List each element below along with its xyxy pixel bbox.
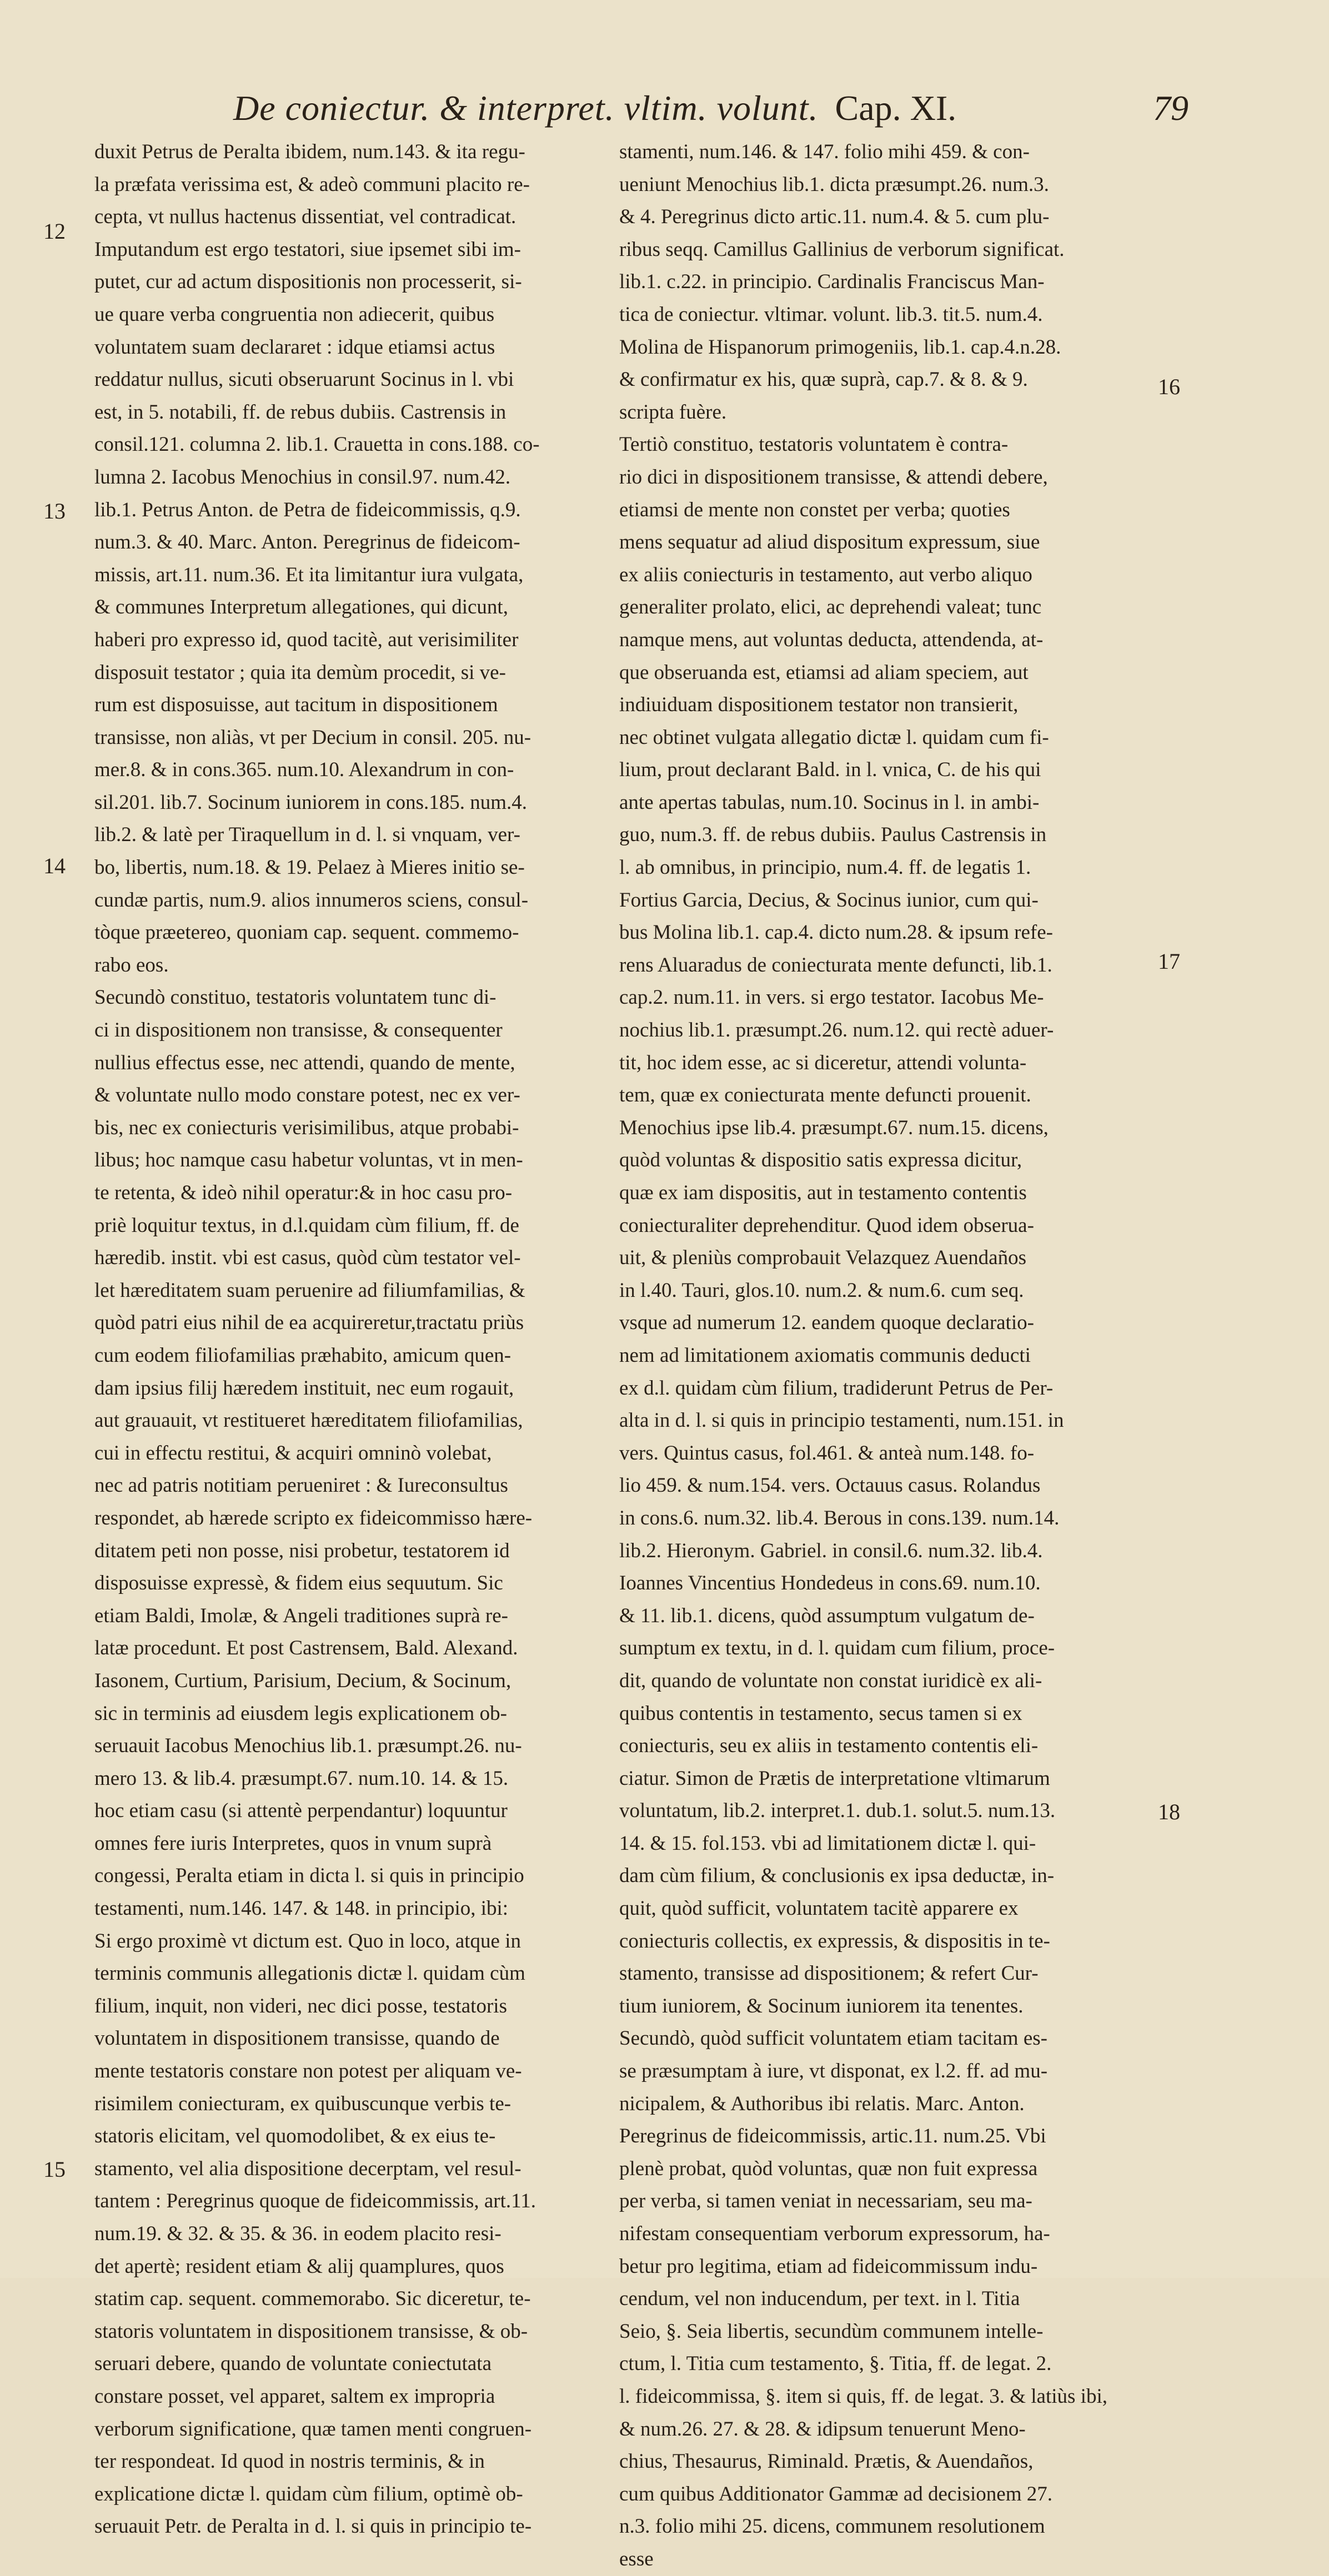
margin-number: 18 — [1158, 1799, 1180, 1824]
text-line: rio dici in dispositionem transisse, & attendi debere, — [619, 465, 1048, 489]
text-line: etiamsi de mente non constet per verba; quoties — [619, 498, 1010, 521]
margin-number: 15 — [43, 2157, 66, 2182]
text-line: lib.2. Hieronym. Gabriel. in consil.6. num.32. lib.4. — [619, 1539, 1043, 1562]
text-line: scripta fuère. — [619, 400, 727, 424]
text-line: voluntatem in dispositionem transisse, quando de — [94, 2027, 500, 2050]
text-line: nem ad limitationem axiomatis communis deducti — [619, 1344, 1031, 1367]
text-line: nullius effectus esse, nec attendi, quando de mente, — [94, 1051, 515, 1074]
text-line: risimilem coniecturam, ex quibuscunque verbis te- — [94, 2092, 511, 2115]
text-line: stamento, transisse ad dispositionem; & refert Cur- — [619, 1962, 1039, 1985]
text-line: sil.201. lib.7. Socinum iuniorem in cons.185. num.4. — [94, 791, 528, 814]
text-line: ciatur. Simon de Prætis de interpretatione vltimarum — [619, 1767, 1050, 1790]
text-line: duxit Petrus de Peralta ibidem, num.143. & ita regu- — [94, 140, 525, 163]
text-line: te retenta, & ideò nihil operatur:& in hoc casu pro- — [94, 1181, 513, 1204]
text-line: quòd voluntas & dispositio satis expressa dicitur, — [619, 1149, 1022, 1172]
text-line: dam ipsius filij hæredem instituit, nec eum rogauit, — [94, 1376, 514, 1400]
running-title: De coniectur. & interpret. vltim. volunt. — [233, 88, 819, 128]
text-line: ctum, l. Titia cum testamento, §. Titia, ff. de legat. 2. — [619, 2352, 1052, 2376]
text-line: nifestam consequentiam verborum expressorum, ha- — [619, 2222, 1050, 2245]
text-line: Peregrinus de fideicommissis, artic.11. num.25. Vbi — [619, 2125, 1046, 2148]
text-line: congessi, Peralta etiam in dicta l. si quis in principio — [94, 1864, 524, 1888]
running-header — [233, 75, 1188, 142]
text-line: ribus seqq. Camillus Gallinius de verborum significat. — [619, 238, 1065, 261]
text-line: rens Aluaradus de coniecturata mente defuncti, lib.1. — [619, 953, 1052, 977]
text-line: cap.2. num.11. in vers. si ergo testator. Iacobus Me- — [619, 986, 1044, 1009]
text-line: rabo eos. — [94, 953, 169, 977]
text-line: cui in effectu restitui, & acquiri omninò volebat, — [94, 1441, 492, 1465]
text-line: explicatione dictæ l. quidam cùm filium, optimè ob- — [94, 2482, 523, 2505]
text-line: & 4. Peregrinus dicto artic.11. num.4. & 5. cum plu- — [619, 205, 1050, 229]
text-line: transisse, non aliàs, vt per Decium in consil. 205. nu- — [94, 726, 531, 749]
text-line: n.3. folio mihi 25. dicens, communem resolutionem — [619, 2515, 1045, 2538]
text-line: indiuiduam dispositionem testator non transierit, — [619, 693, 1019, 717]
text-line: constare posset, vel apparet, saltem ex impropria — [94, 2384, 495, 2408]
text-line: la præfata verissima est, & adeò communi placito re- — [94, 173, 530, 196]
text-line: haberi pro expresso id, quod tacitè, aut verisimiliter — [94, 628, 519, 651]
text-line: seruari debere, quando de voluntate coniectutata — [94, 2352, 492, 2376]
text-line: tantem : Peregrinus quoque de fideicommissis, art.11. — [94, 2190, 536, 2213]
text-line: tit, hoc idem esse, ac si diceretur, attendi volunta- — [619, 1051, 1027, 1074]
text-line: est, in 5. notabili, ff. de rebus dubiis. Castrensis in — [94, 400, 506, 424]
text-line: nochius lib.1. præsumpt.26. num.12. qui rectè aduer- — [619, 1019, 1054, 1042]
text-line: & num.26. 27. & 28. & idipsum tenuerunt Meno- — [619, 2417, 1026, 2441]
left-text-column — [94, 136, 583, 2543]
text-line: statoris voluntatem in dispositionem transisse, & ob- — [94, 2320, 528, 2343]
text-line: lium, prout declarant Bald. in l. vnica, C. de his qui — [619, 758, 1041, 782]
text-line: etiam Baldi, Imolæ, & Angeli traditiones suprà re- — [94, 1604, 508, 1627]
text-line: l. fideicommissa, §. item si quis, ff. de legat. 3. & latiùs ibi, — [619, 2384, 1107, 2408]
text-line: voluntatem suam declararet : idque etiamsi actus — [94, 335, 495, 359]
right-text-column — [619, 136, 1147, 2576]
text-line: Ioannes Vincentius Hondedeus in cons.69. num.10. — [619, 1572, 1041, 1595]
text-line: Seio, §. Seia libertis, secundùm communem intelle- — [619, 2320, 1044, 2343]
text-line: lib.2. & latè per Tiraquellum in d. l. si vnquam, ver- — [94, 823, 520, 847]
text-line: aut grauauit, vt restitueret hæreditatem filiofamilias, — [94, 1409, 523, 1432]
text-line: libus; hoc namque casu habetur voluntas, vt in men- — [94, 1149, 523, 1172]
text-line: stamenti, num.146. & 147. folio mihi 459. & con- — [619, 140, 1030, 163]
text-line: seruauit Petr. de Peralta in d. l. si quis in principio te- — [94, 2515, 532, 2538]
text-line: & confirmatur ex his, quæ suprà, cap.7. & 8. & 9. — [619, 368, 1028, 391]
text-line: reddatur nullus, sicuti obseruarunt Socinus in l. vbi — [94, 368, 514, 391]
page-number: 79 — [1153, 88, 1188, 128]
text-line: que obseruanda est, etiamsi ad aliam speciem, aut — [619, 661, 1029, 684]
margin-number: 14 — [43, 853, 66, 878]
text-line: uit, & pleniùs comprobauit Velazquez Auendaños — [619, 1246, 1026, 1270]
text-line: seruauit Iacobus Menochius lib.1. præsumpt.26. nu- — [94, 1734, 522, 1758]
text-line: omnes fere iuris Interpretes, quos in vnum suprà — [94, 1832, 492, 1855]
text-line: namque mens, aut voluntas deducta, attendenda, at- — [619, 628, 1044, 651]
text-line: stamento, vel alia dispositione decerptam, vel resul- — [94, 2157, 521, 2180]
text-line: dit, quando de voluntate non constat iuridicè ex ali- — [619, 1669, 1042, 1692]
text-line: ex aliis coniecturis in testamento, aut verbo aliquo — [619, 563, 1032, 586]
text-line: alta in d. l. si quis in principio testamenti, num.151. in — [619, 1409, 1064, 1432]
text-line: Secundò constituo, testatoris voluntatem tunc di- — [94, 986, 497, 1009]
text-line: Secundò, quòd sufficit voluntatem etiam tacitam es- — [619, 2027, 1047, 2050]
text-line: cum eodem filiofamilias præhabito, amicum quen- — [94, 1344, 511, 1367]
text-line: mente testatoris constare non potest per aliquam ve- — [94, 2060, 522, 2083]
text-line: lio 459. & num.154. vers. Octauus casus. Rolandus — [619, 1474, 1041, 1497]
text-line: mer.8. & in cons.365. num.10. Alexandrum in con- — [94, 758, 514, 782]
text-line: lib.1. c.22. in principio. Cardinalis Franciscus Man- — [619, 270, 1045, 294]
text-line: let hæreditatem suam peruenire ad filiumfamilias, & — [94, 1279, 525, 1302]
text-line: se præsumptam à iure, vt disponat, ex l.2. ff. ad mu- — [619, 2060, 1048, 2083]
text-line: ueniunt Menochius lib.1. dicta præsumpt.26. num.3. — [619, 173, 1049, 196]
text-line: cendum, vel non inducendum, per text. in l. Titia — [619, 2287, 1020, 2311]
text-line: priè loquitur textus, in d.l.quidam cùm filium, ff. de — [94, 1214, 519, 1237]
text-line: Si ergo proximè vt dictum est. Quo in loco, atque in — [94, 1929, 521, 1953]
text-line: putet, cur ad actum dispositionis non processerit, si- — [94, 270, 522, 294]
text-line: Fortius Garcia, Decius, & Socinus iunior, cum qui- — [619, 888, 1039, 912]
text-line: num.19. & 32. & 35. & 36. in eodem placito resi- — [94, 2222, 501, 2245]
text-line: tium iuniorem, & Socinum iuniorem ita tenentes. — [619, 1994, 1024, 2017]
text-line: in l.40. Tauri, glos.10. num.2. & num.6. cum seq. — [619, 1279, 1024, 1302]
text-line: Iasonem, Curtium, Parisium, Decium, & Socinum, — [94, 1669, 511, 1692]
text-line: bus Molina lib.1. cap.4. dicto num.28. & ipsum refe- — [619, 921, 1053, 944]
text-line: ex d.l. quidam cùm filium, tradiderunt Petrus de Per- — [619, 1376, 1054, 1400]
text-line: statoris elicitam, vel quomodolibet, & ex eius te- — [94, 2125, 496, 2148]
text-line: Tertiò constituo, testatoris voluntatem è contra- — [619, 433, 1009, 456]
text-line: verborum significatione, quæ tamen menti congruen- — [94, 2417, 532, 2441]
text-line: in cons.6. num.32. lib.4. Berous in cons.139. num.14. — [619, 1506, 1060, 1530]
text-line: statim cap. sequent. commemorabo. Sic diceretur, te- — [94, 2287, 531, 2311]
text-line: cepta, vt nullus hactenus dissentiat, vel contradicat. — [94, 205, 516, 229]
text-line: ter respondeat. Id quod in nostris terminis, & in — [94, 2450, 485, 2473]
text-line: quòd patri eius nihil de ea acquireretur,tractatu priùs — [94, 1311, 524, 1335]
text-line: Molina de Hispanorum primogeniis, lib.1. cap.4.n.28. — [619, 335, 1061, 359]
text-line: l. ab omnibus, in principio, num.4. ff. de legatis 1. — [619, 856, 1031, 879]
text-line: & communes Interpretum allegationes, qui dicunt, — [94, 596, 508, 619]
text-line: sumptum ex textu, in d. l. quidam cum filium, proce- — [619, 1637, 1055, 1660]
text-line: terminis communis allegationis dictæ l. quidam cùm — [94, 1962, 525, 1985]
text-line: plenè probat, quòd voluntas, quæ non fuit expressa — [619, 2157, 1038, 2180]
text-line: voluntatum, lib.2. interpret.1. dub.1. solut.5. num.13. — [619, 1799, 1056, 1823]
text-line: nicipalem, & Authoribus ibi relatis. Marc. Anton. — [619, 2092, 1025, 2115]
text-line: hæredib. instit. vbi est casus, quòd cùm testator vel- — [94, 1246, 521, 1270]
text-line: disposuit testator ; quia ita demùm procedit, si ve- — [94, 661, 506, 684]
text-line: tica de coniectur. vltimar. volunt. lib.3. tit.5. num.4. — [619, 303, 1043, 326]
text-line: coniecturis, seu ex aliis in testamento contentis eli- — [619, 1734, 1039, 1758]
text-line: chius, Thesaurus, Riminald. Prætis, & Auendaños, — [619, 2450, 1034, 2473]
text-line: ci in dispositionem non transisse, & consequenter — [94, 1019, 503, 1042]
text-line: esse — [619, 2547, 654, 2570]
text-line: tòque præetereo, quoniam cap. sequent. commemo- — [94, 921, 519, 944]
text-line: cum quibus Additionator Gammæ ad decisionem 27. — [619, 2482, 1052, 2505]
text-line: mens sequatur ad aliud dispositum expressum, siue — [619, 531, 1040, 554]
text-line: num.3. & 40. Marc. Anton. Peregrinus de fideicom- — [94, 531, 520, 554]
text-line: quæ ex iam dispositis, aut in testamento contentis — [619, 1181, 1027, 1204]
text-line: guo, num.3. ff. de rebus dubiis. Paulus Castrensis in — [619, 823, 1047, 847]
text-line: lib.1. Petrus Anton. de Petra de fideicommissis, q.9. — [94, 498, 521, 521]
text-line: nec obtinet vulgata allegatio dictæ l. quidam cum fi- — [619, 726, 1049, 749]
text-line: generaliter prolato, elici, ac deprehendi valeat; tunc — [619, 596, 1042, 619]
margin-number: 17 — [1158, 949, 1180, 974]
text-line: coniecturaliter deprehenditur. Quod idem obserua- — [619, 1214, 1034, 1237]
text-line: nec ad patris notitiam perueniret : & Iureconsultus — [94, 1474, 508, 1497]
margin-number: 16 — [1158, 374, 1180, 399]
text-line: consil.121. columna 2. lib.1. Crauetta in cons.188. co- — [94, 433, 540, 456]
text-line: filium, inquit, non videri, nec dici posse, testatoris — [94, 1994, 507, 2017]
margin-number: 12 — [43, 219, 66, 244]
text-line: per verba, si tamen veniat in necessariam, seu ma- — [619, 2190, 1032, 2213]
text-line: mero 13. & lib.4. præsumpt.67. num.10. 14. & 15. — [94, 1767, 509, 1790]
text-line: missis, art.11. num.36. Et ita limitantur iura vulgata, — [94, 563, 524, 586]
text-line: betur pro legitima, etiam ad fideicommissum indu- — [619, 2255, 1038, 2278]
text-line: & voluntate nullo modo constare potest, nec ex ver- — [94, 1084, 520, 1107]
text-line: dam cùm filium, & conclusionis ex ipsa deductæ, in- — [619, 1864, 1055, 1888]
text-line: cundæ partis, num.9. alios innumeros sciens, consul- — [94, 888, 529, 912]
text-line: ditatem peti non posse, nisi probetur, testatorem id — [94, 1539, 510, 1562]
text-line: disposuisse expressè, & fidem eius sequutum. Sic — [94, 1572, 503, 1595]
text-line: vsque ad numerum 12. eandem quoque declaratio- — [619, 1311, 1034, 1335]
chapter-label: Cap. XI. — [835, 88, 957, 128]
text-line: bis, nec ex coniecturis verisimilibus, atque probabi- — [94, 1116, 519, 1139]
text-line: ue quare verba congruentia non adiecerit, quibus — [94, 303, 495, 326]
text-line: & 11. lib.1. dicens, quòd assumptum vulgatum de- — [619, 1604, 1035, 1627]
text-line: ante apertas tabulas, num.10. Socinus in l. in ambi- — [619, 791, 1040, 814]
text-line: latæ procedunt. Et post Castrensem, Bald. Alexand. — [94, 1637, 518, 1660]
text-line: vers. Quintus casus, fol.461. & anteà num.148. fo- — [619, 1441, 1035, 1465]
text-line: tem, quæ ex coniecturata mente defuncti prouenit. — [619, 1084, 1031, 1107]
text-line: Imputandum est ergo testatori, siue ipsemet sibi im- — [94, 238, 521, 261]
text-line: det apertè; resident etiam & alij quamplures, quos — [94, 2255, 504, 2278]
text-line: quibus contentis in testamento, secus tamen si ex — [619, 1702, 1022, 1725]
text-line: lumna 2. Iacobus Menochius in consil.97. num.42. — [94, 465, 511, 489]
margin-number: 13 — [43, 499, 66, 524]
text-line: respondet, ab hærede scripto ex fideicommisso hære- — [94, 1506, 533, 1530]
text-line: hoc etiam casu (si attentè perpendantur) loquuntur — [94, 1799, 508, 1823]
text-line: 14. & 15. fol.153. vbi ad limitationem dictæ l. qui- — [619, 1832, 1036, 1855]
text-line: quit, quòd sufficit, voluntatem tacitè apparere ex — [619, 1897, 1019, 1920]
text-line: bo, libertis, num.18. & 19. Pelaez à Mieres initio se- — [94, 856, 525, 879]
text-line: Menochius ipse lib.4. præsumpt.67. num.15. dicens, — [619, 1116, 1049, 1139]
text-line: rum est disposuisse, aut tacitum in dispositionem — [94, 693, 498, 717]
text-line: sic in terminis ad eiusdem legis explicationem ob- — [94, 1702, 507, 1725]
text-line: coniecturis collectis, ex expressis, & dispositis in te- — [619, 1929, 1050, 1953]
text-line: testamenti, num.146. 147. & 148. in principio, ibi: — [94, 1897, 509, 1920]
